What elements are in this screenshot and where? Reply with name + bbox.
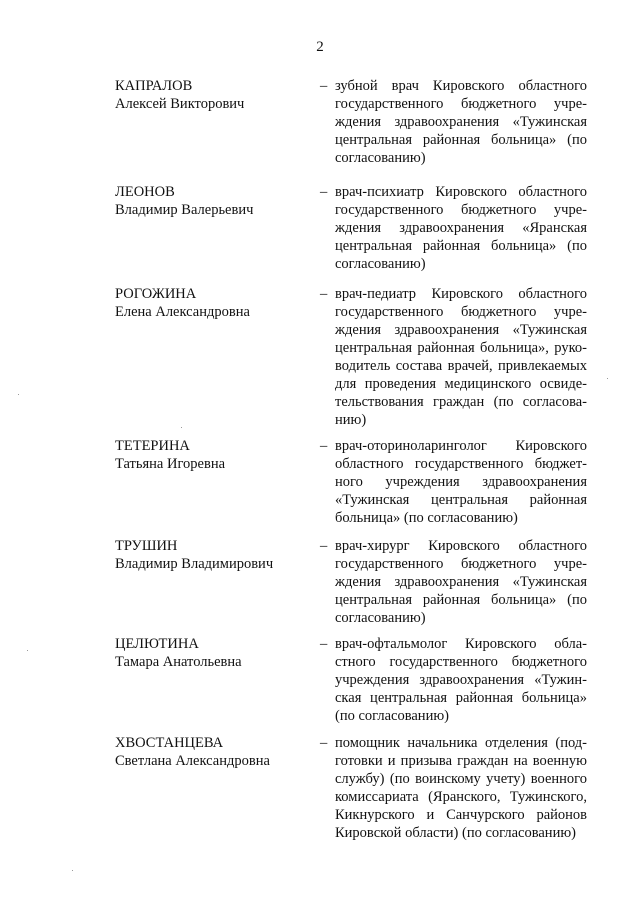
- description-line: согласованию): [335, 256, 426, 272]
- member-position-description: [335, 734, 587, 842]
- description-line: стного государственного бюджетного: [335, 654, 587, 670]
- member-position-description: [335, 77, 587, 167]
- member-surname: ЛЕОНОВ: [115, 184, 175, 200]
- description-line: Кикнурского и Санчурского районов: [335, 807, 587, 823]
- member-position-description: [335, 635, 587, 725]
- member-position-description: [335, 537, 587, 627]
- member-surname: ЦЕЛЮТИНА: [115, 636, 199, 652]
- member-surname: ХВОСТАНЦЕВА: [115, 735, 224, 751]
- description-line: больница» (по согласованию): [335, 510, 518, 526]
- member-surname: ТРУШИН: [115, 538, 178, 554]
- description-line: государственного бюджетного учре-: [335, 556, 587, 572]
- description-line: государственного бюджетного учре-: [335, 96, 587, 112]
- description-line: центральная районная больница» (по: [335, 592, 587, 608]
- description-line: ждения здравоохранения «Яранская: [335, 220, 587, 236]
- member-name-block: [115, 183, 310, 219]
- member-name-block: [115, 437, 310, 473]
- description-line: для проведения медицинского освиде-: [335, 376, 587, 392]
- description-line: службу) (по воинскому учету) военного: [335, 771, 587, 787]
- entry-dash: –: [320, 438, 328, 454]
- description-line: центральная районная больница» (по: [335, 238, 587, 254]
- member-given-names: Алексей Викторович: [115, 96, 245, 112]
- scan-speck: [181, 427, 182, 428]
- description-line: водитель состава врачей, привлекаемых: [335, 358, 587, 374]
- description-line: нию): [335, 412, 367, 428]
- description-line: Кировской области) (по согласованию): [335, 825, 576, 841]
- entry-dash: –: [320, 636, 328, 652]
- page-number: 2: [316, 39, 324, 55]
- entry-dash: –: [320, 286, 328, 302]
- description-line: помощник начальника отделения (под-: [335, 735, 587, 751]
- description-line: тельствования граждан (по согласова-: [335, 394, 587, 410]
- description-line: врач-офтальмолог Кировского обла-: [335, 636, 587, 652]
- description-line: ного учреждения здравоохранения: [335, 474, 587, 490]
- description-line: врач-психиатр Кировского областного: [335, 184, 587, 200]
- member-surname: КАПРАЛОВ: [115, 78, 193, 94]
- entry-dash: –: [320, 538, 328, 554]
- description-line: государственного бюджетного учре-: [335, 304, 587, 320]
- member-given-names: Татьяна Игоревна: [115, 456, 226, 472]
- member-name-block: [115, 285, 310, 321]
- description-line: центральная районная больница» (по: [335, 132, 587, 148]
- description-line: согласованию): [335, 610, 426, 626]
- member-position-description: [335, 437, 587, 527]
- scan-speck: [607, 378, 608, 379]
- member-given-names: Елена Александровна: [115, 304, 250, 320]
- member-given-names: Владимир Валерьевич: [115, 202, 254, 218]
- scan-speck: [18, 394, 19, 395]
- description-line: зубной врач Кировского областного: [335, 78, 587, 94]
- description-line: государственного бюджетного учре-: [335, 202, 587, 218]
- description-line: ская центральная районная больница»: [335, 690, 587, 706]
- member-given-names: Светлана Александровна: [115, 753, 270, 769]
- description-line: центральная районная больница», руко-: [335, 340, 587, 356]
- description-line: врач-хирург Кировского областного: [335, 538, 587, 554]
- description-line: комиссариата (Яранского, Тужинского,: [335, 789, 587, 805]
- entry-dash: –: [320, 735, 328, 751]
- description-line: ждения здравоохранения «Тужинская: [335, 322, 587, 338]
- member-position-description: [335, 285, 587, 429]
- description-line: ждения здравоохранения «Тужинская: [335, 574, 587, 590]
- member-name-block: [115, 77, 310, 113]
- description-line: врач-оториноларинголог Кировского: [335, 438, 587, 454]
- member-given-names: Тамара Анатольевна: [115, 654, 242, 670]
- entry-dash: –: [320, 184, 328, 200]
- description-line: готовки и призыва граждан на военную: [335, 753, 587, 769]
- entry-dash: –: [320, 78, 328, 94]
- description-line: ждения здравоохранения «Тужинская: [335, 114, 587, 130]
- member-surname: ТЕТЕРИНА: [115, 438, 190, 454]
- member-name-block: [115, 635, 310, 671]
- description-line: врач-педиатр Кировского областного: [335, 286, 587, 302]
- scan-speck: [27, 650, 28, 651]
- member-position-description: [335, 183, 587, 273]
- member-name-block: [115, 734, 310, 770]
- scan-speck: [72, 870, 73, 871]
- description-line: областного государственного бюджет-: [335, 456, 587, 472]
- member-name-block: [115, 537, 310, 573]
- description-line: согласованию): [335, 150, 426, 166]
- description-line: (по согласованию): [335, 708, 449, 724]
- member-given-names: Владимир Владимирович: [115, 556, 274, 572]
- member-surname: РОГОЖИНА: [115, 286, 197, 302]
- description-line: «Тужинская центральная районная: [335, 492, 587, 508]
- description-line: учреждения здравоохранения «Тужин-: [335, 672, 587, 688]
